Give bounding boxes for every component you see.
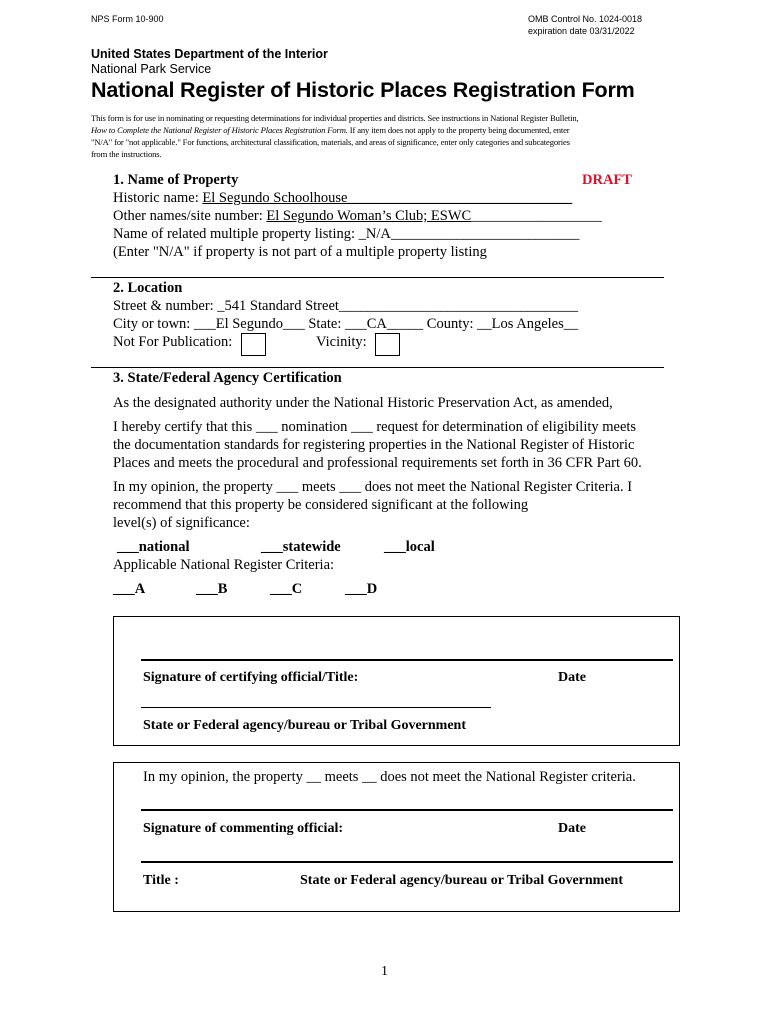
not-for-publication-label: Not For Publication: xyxy=(113,334,233,350)
related-listing-field[interactable]: _N/A__________________________ xyxy=(358,226,580,242)
street-field[interactable]: _541 Standard Street_________________________________ xyxy=(217,298,579,314)
authority-statement: As the designated authority under the National Historic Preservation Act, as amended, xyxy=(113,395,613,411)
vicinity-label: Vicinity: xyxy=(316,334,367,350)
criteria-c[interactable]: ___C xyxy=(270,581,303,597)
state-field[interactable]: ___CA_____ xyxy=(345,316,424,332)
section-2-heading: 2. Location xyxy=(113,280,183,296)
certify-line-2: the documentation standards for registering properties in the National Register of Historic xyxy=(113,437,635,453)
opinion-line-2: recommend that this property be considered significant at the following xyxy=(113,497,529,513)
not-for-publication-checkbox[interactable] xyxy=(241,333,266,356)
other-names-field[interactable]: El Segundo Woman’s Club; ESWC xyxy=(266,208,472,224)
section-1-heading: 1. Name of Property xyxy=(113,172,239,188)
commenting-date-label: Date xyxy=(558,821,586,836)
service-name: National Park Service xyxy=(91,62,212,76)
level-local[interactable]: ___local xyxy=(384,539,435,555)
commenting-agency-label: State or Federal agency/bureau or Tribal Government xyxy=(300,873,624,888)
city-field[interactable]: ___El Segundo___ xyxy=(193,316,305,332)
opinion-line-3: level(s) of significance: xyxy=(113,515,250,531)
certify-line-3: Places and meets the procedural and professional requirements set forth in 36 CFR Part 60. xyxy=(113,455,642,471)
street-row: Street & number: _541 Standard Street_________________________________ xyxy=(113,298,579,314)
historic-name-row: Historic name: El Segundo Schoolhouse_______________________________ xyxy=(113,190,573,206)
page-number: 1 xyxy=(381,964,388,979)
vicinity-checkbox[interactable] xyxy=(375,333,400,356)
certifying-signature-label: Signature of certifying official/Title: xyxy=(143,670,359,685)
expiration-date: expiration date 03/31/2022 xyxy=(528,26,635,36)
title-label: Title : xyxy=(143,873,179,888)
instructions-line-2: How to Complete the National Register of Historic Places Registration Form. If any item does not apply to the property being documented, enter xyxy=(91,125,570,135)
county-field[interactable]: __Los Angeles__ xyxy=(477,316,579,332)
instructions-line-4: from the instructions. xyxy=(91,149,162,159)
criteria-a[interactable]: ___A xyxy=(113,581,146,597)
form-title: National Register of Historic Places Registration Form xyxy=(91,78,635,102)
title-line[interactable] xyxy=(141,861,673,863)
form-number: NPS Form 10-900 xyxy=(91,14,164,24)
certifying-date-label: Date xyxy=(558,670,586,685)
related-listing-note: (Enter "N/A" if property is not part of a multiple property listing xyxy=(113,244,487,260)
commenting-signature-line[interactable] xyxy=(141,809,673,811)
section-divider xyxy=(91,277,664,278)
certifying-agency-label: State or Federal agency/bureau or Tribal Government xyxy=(143,718,467,733)
draft-label: DRAFT xyxy=(582,172,632,188)
comment-opinion: In my opinion, the property __ meets __ does not meet the National Register criteria. xyxy=(143,769,636,785)
omb-control-number: OMB Control No. 1024-0018 xyxy=(528,14,643,24)
historic-name-field[interactable]: El Segundo Schoolhouse_______________________________ xyxy=(202,190,573,206)
level-statewide[interactable]: ___statewide xyxy=(261,539,341,555)
opinion-line-1: In my opinion, the property ___ meets ___ does not meet the National Register Criteria. I xyxy=(113,479,633,495)
city-state-county-row: City or town: ___El Segundo___ State: ___CA_____ County: __Los Angeles__ xyxy=(113,316,579,332)
criteria-b[interactable]: ___B xyxy=(196,581,228,597)
certifying-signature-line[interactable] xyxy=(141,659,673,661)
level-national[interactable]: ___national xyxy=(117,539,190,555)
criteria-d[interactable]: ___D xyxy=(345,581,378,597)
certify-line-1: I hereby certify that this ___ nomination ___ request for determination of eligibility meets xyxy=(113,419,637,435)
agency-line[interactable] xyxy=(141,707,491,708)
department-name: United States Department of the Interior xyxy=(91,47,328,61)
commenting-signature-label: Signature of commenting official: xyxy=(143,821,343,836)
section-3-heading: 3. State/Federal Agency Certification xyxy=(113,370,342,386)
related-listing-row: Name of related multiple property listing: _N/A__________________________ xyxy=(113,226,580,242)
instructions-line-3: "N/A" for "not applicable." For functions, architectural classification, materials, and areas of significance, enter only categories and subcategories xyxy=(91,137,570,147)
criteria-label: Applicable National Register Criteria: xyxy=(113,557,335,573)
section-divider xyxy=(91,367,664,368)
other-names-row: Other names/site number: El Segundo Woman’s Club; ESWC__________________ xyxy=(113,208,602,224)
bulletin-title: How to Complete the National Register of Historic Places Registration Form. xyxy=(91,125,348,135)
instructions-line-1: This form is for use in nominating or requesting determinations for individual properties and districts. See instructions in National Register Bulletin, xyxy=(91,113,579,123)
